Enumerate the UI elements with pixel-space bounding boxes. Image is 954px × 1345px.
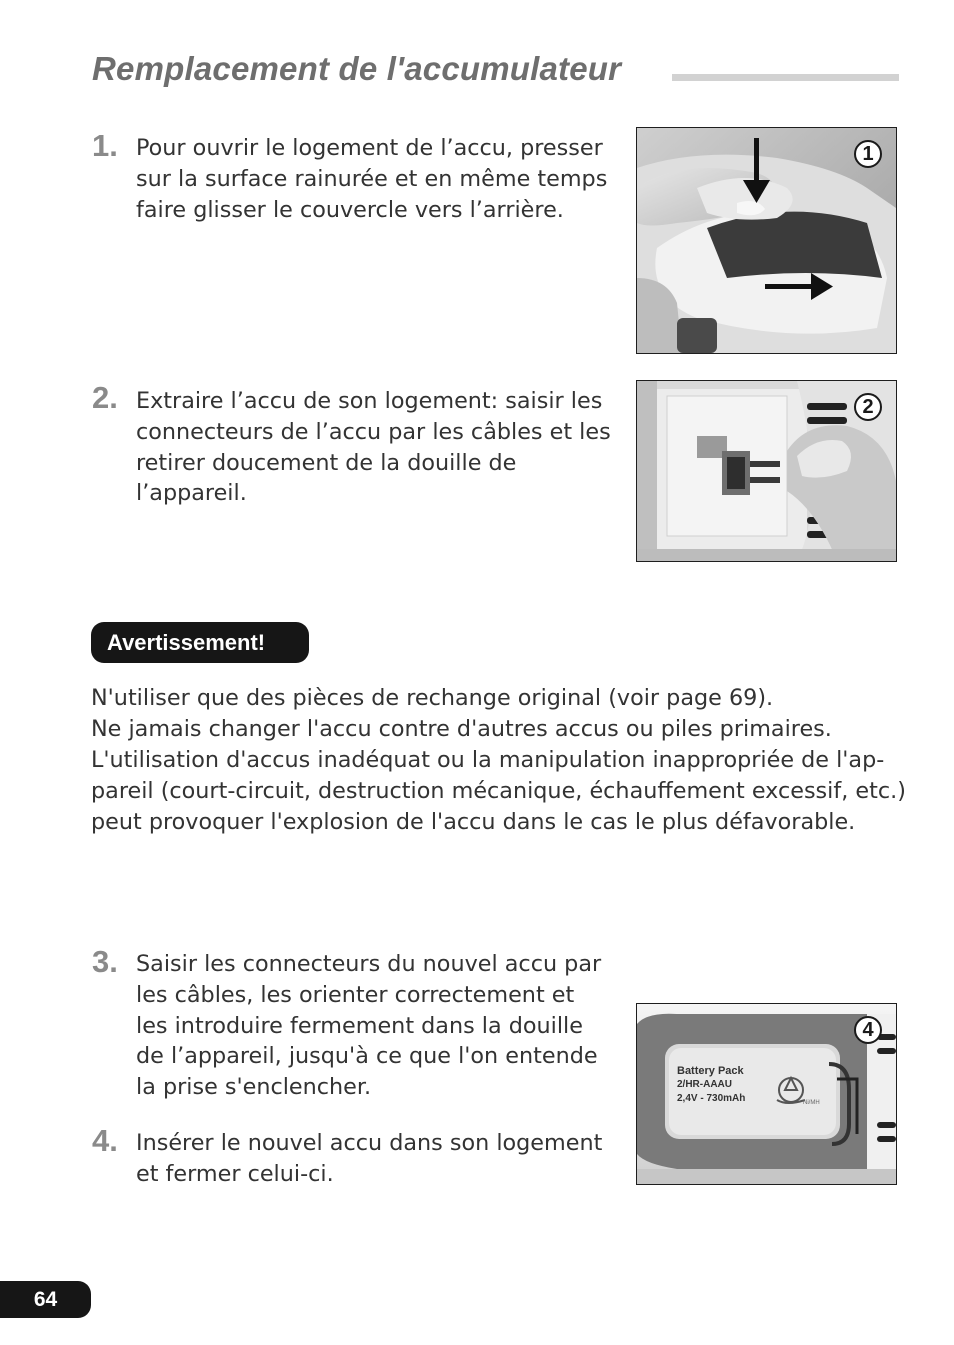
warning-text	[91, 683, 906, 838]
title-rule	[672, 74, 899, 81]
step-4-text: Insérer le nouvel accu dans son logement et fermer celui-ci.	[136, 1130, 603, 1187]
page-number: 64	[0, 1281, 91, 1318]
figure-2-photo	[636, 380, 897, 562]
figure-1-photo	[636, 127, 897, 354]
warning-line-4: pareil (court-circuit, destruction mécanique, échauffement excessif, etc.)	[91, 778, 906, 804]
step-2-text: Extraire l’accu de son logement: saisir les connecteurs de l’accu par les câbles et les retirer doucement de la douille de l’appareil.	[136, 388, 611, 507]
step-4-number: 4.	[92, 1123, 118, 1158]
warning-line-3: L'utilisation d'accus inadéquat ou la manipulation inappropriée de l'ap-	[91, 747, 885, 773]
page-title: Remplacement de l'accumulateur	[92, 50, 622, 87]
step-1-number: 1.	[92, 128, 118, 163]
warning-heading: Avertissement!	[91, 622, 309, 663]
battery-label-line3: 2,4V - 730mAh	[677, 1093, 746, 1104]
battery-label-line1: Battery Pack	[677, 1065, 744, 1077]
battery-label-chem: Ni/MH	[803, 1100, 820, 1106]
figure-4-photo	[636, 1003, 897, 1185]
figure-2-badge: 2	[854, 393, 882, 421]
step-2-number: 2.	[92, 380, 118, 415]
warning-line-2: Ne jamais changer l'accu contre d'autres accus ou piles primaires.	[91, 716, 832, 742]
warning-line-5: peut provoquer l'explosion de l'accu dans le cas le plus défavorable.	[91, 809, 856, 835]
step-3-number: 3.	[92, 944, 118, 979]
figure-1-badge: 1	[854, 140, 882, 168]
warning-line-1: N'utiliser que des pièces de rechange original (voir page 69).	[91, 685, 774, 711]
step-3-text: Saisir les connecteurs du nouvel accu par les câbles, les orienter correctement et les introduire fermement dans la douille de l’appareil, jusqu'à ce que l'on entende la prise s'enclencher.	[136, 951, 602, 1101]
figure-4-badge: 4	[854, 1016, 882, 1044]
step-1-text: Pour ouvrir le logement de l’accu, presser sur la surface rainurée et en même temps faire glisser le couvercle vers l’arrière.	[136, 135, 608, 223]
battery-label-line2: 2/HR-AAAU	[677, 1079, 732, 1090]
